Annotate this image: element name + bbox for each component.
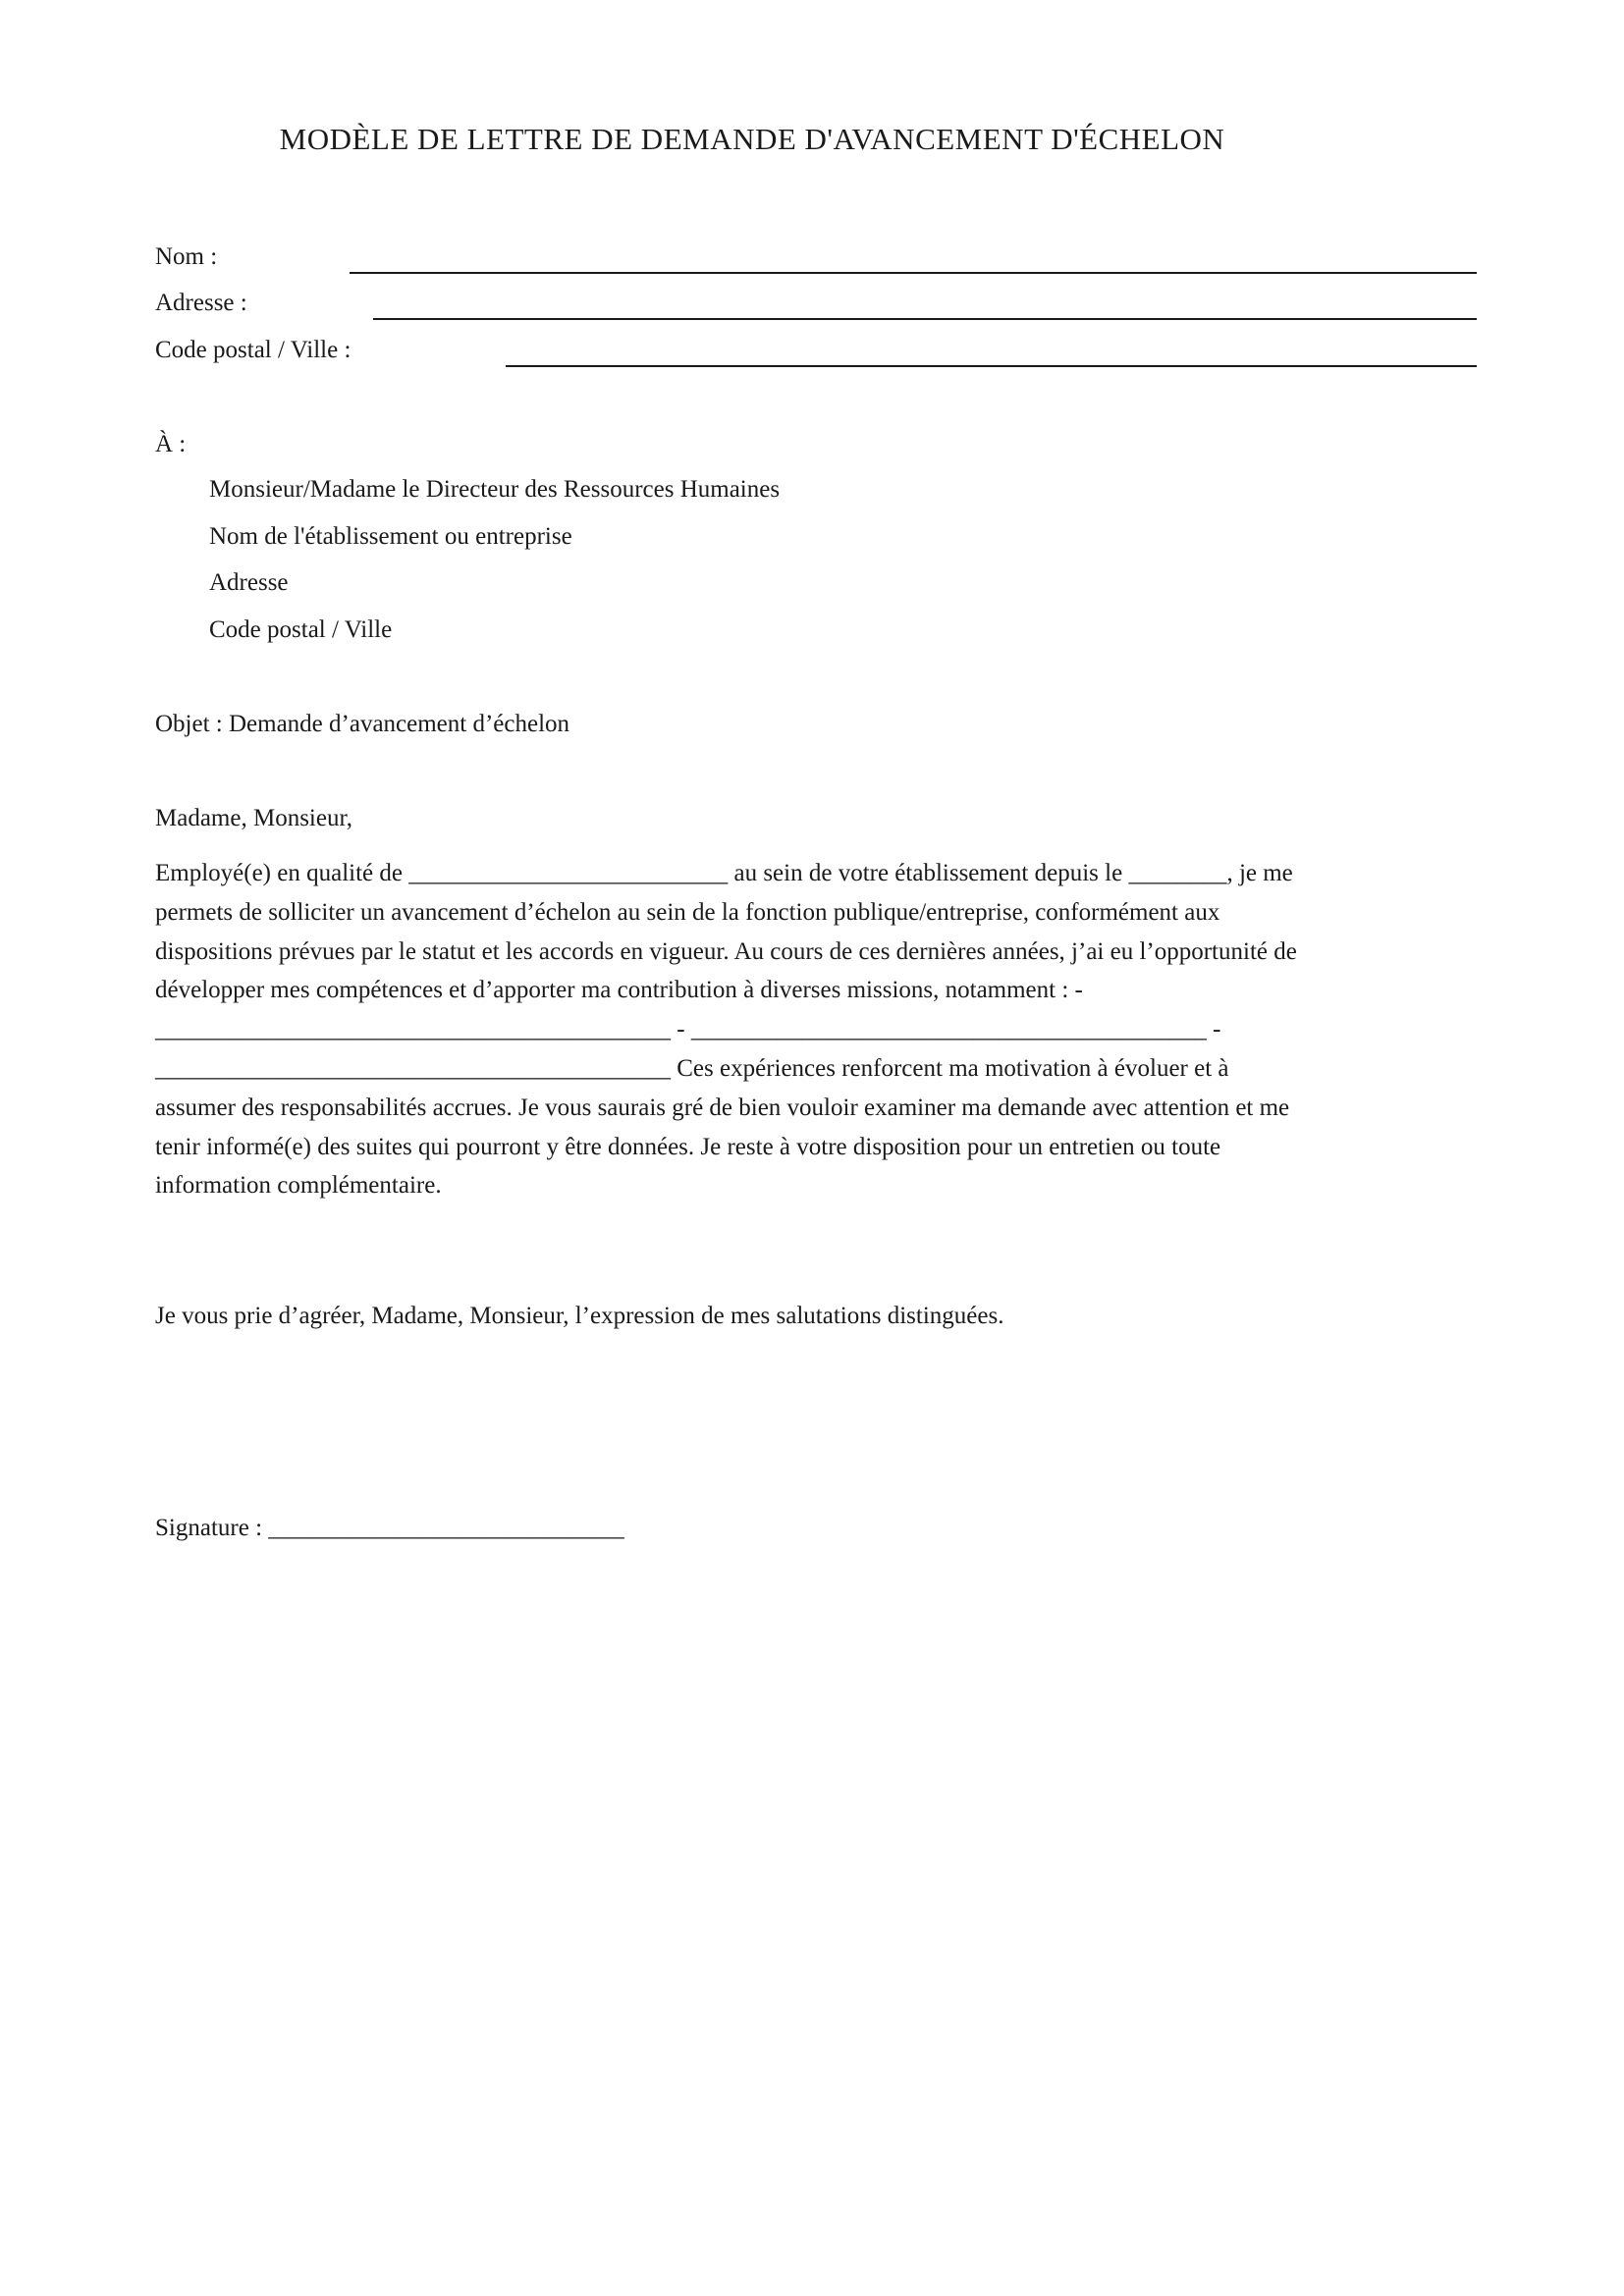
sender-address-field bbox=[155, 284, 1477, 323]
recipient-line-1: Monsieur/Madame le Directeur des Ressources Humaines bbox=[209, 476, 781, 503]
body-line-7: assumer des responsabilités accrues. Je vous saurais gré de bien vouloir examiner ma demande avec attention et me bbox=[155, 1094, 1290, 1121]
sender-address-line[interactable] bbox=[373, 318, 1477, 320]
closing-formula: Je vous prie d’agréer, Madame, Monsieur, l’expression de mes salutations distinguées. bbox=[155, 1303, 1004, 1329]
recipient-line-3: Adresse bbox=[209, 569, 289, 596]
sender-city-line[interactable] bbox=[506, 365, 1477, 367]
sender-name-label: Nom : bbox=[155, 243, 218, 270]
body-line-5: __________________________________________ - __________________________________________ - bbox=[155, 1016, 1221, 1043]
recipient-to-label: À : bbox=[155, 431, 187, 457]
sender-name-line[interactable] bbox=[350, 272, 1477, 274]
document-title: MODÈLE DE LETTRE DE DEMANDE D'AVANCEMENT D'ÉCHELON bbox=[279, 122, 1225, 156]
body-line-6: __________________________________________ Ces expériences renforcent ma motivation à évoluer et à bbox=[155, 1054, 1229, 1082]
sender-address-label: Adresse : bbox=[155, 290, 247, 316]
body-line-3: dispositions prévues par le statut et les accords en vigueur. Au cours de ces dernières années, j’ai eu l’opportunité de bbox=[155, 937, 1297, 965]
body-paragraph bbox=[155, 854, 1463, 1205]
recipient-line-2: Nom de l'établissement ou entreprise bbox=[209, 523, 572, 550]
salutation: Madame, Monsieur, bbox=[155, 805, 353, 831]
body-line-2: permets de solliciter un avancement d’échelon au sein de la fonction publique/entreprise, conformément aux bbox=[155, 898, 1220, 926]
body-line-9: information complémentaire. bbox=[155, 1172, 442, 1200]
subject-line: Objet : Demande d’avancement d’échelon bbox=[155, 711, 570, 737]
sender-city-label: Code postal / Ville : bbox=[155, 337, 352, 363]
body-line-8: tenir informé(e) des suites qui pourront y être données. Je reste à votre disposition pour un entretien ou toute bbox=[155, 1133, 1221, 1160]
body-line-4: développer mes compétences et d’apporter ma contribution à diverses missions, notamment : - bbox=[155, 977, 1083, 1004]
body-line-1: Employé(e) en qualité de __________________________ au sein de votre établissement depuis le ________, je me bbox=[155, 860, 1293, 886]
sender-name-field bbox=[155, 238, 1477, 277]
signature-line[interactable]: Signature : _____________________________ bbox=[155, 1515, 624, 1541]
sender-city-field bbox=[155, 331, 1477, 370]
recipient-line-4: Code postal / Ville bbox=[209, 616, 393, 643]
